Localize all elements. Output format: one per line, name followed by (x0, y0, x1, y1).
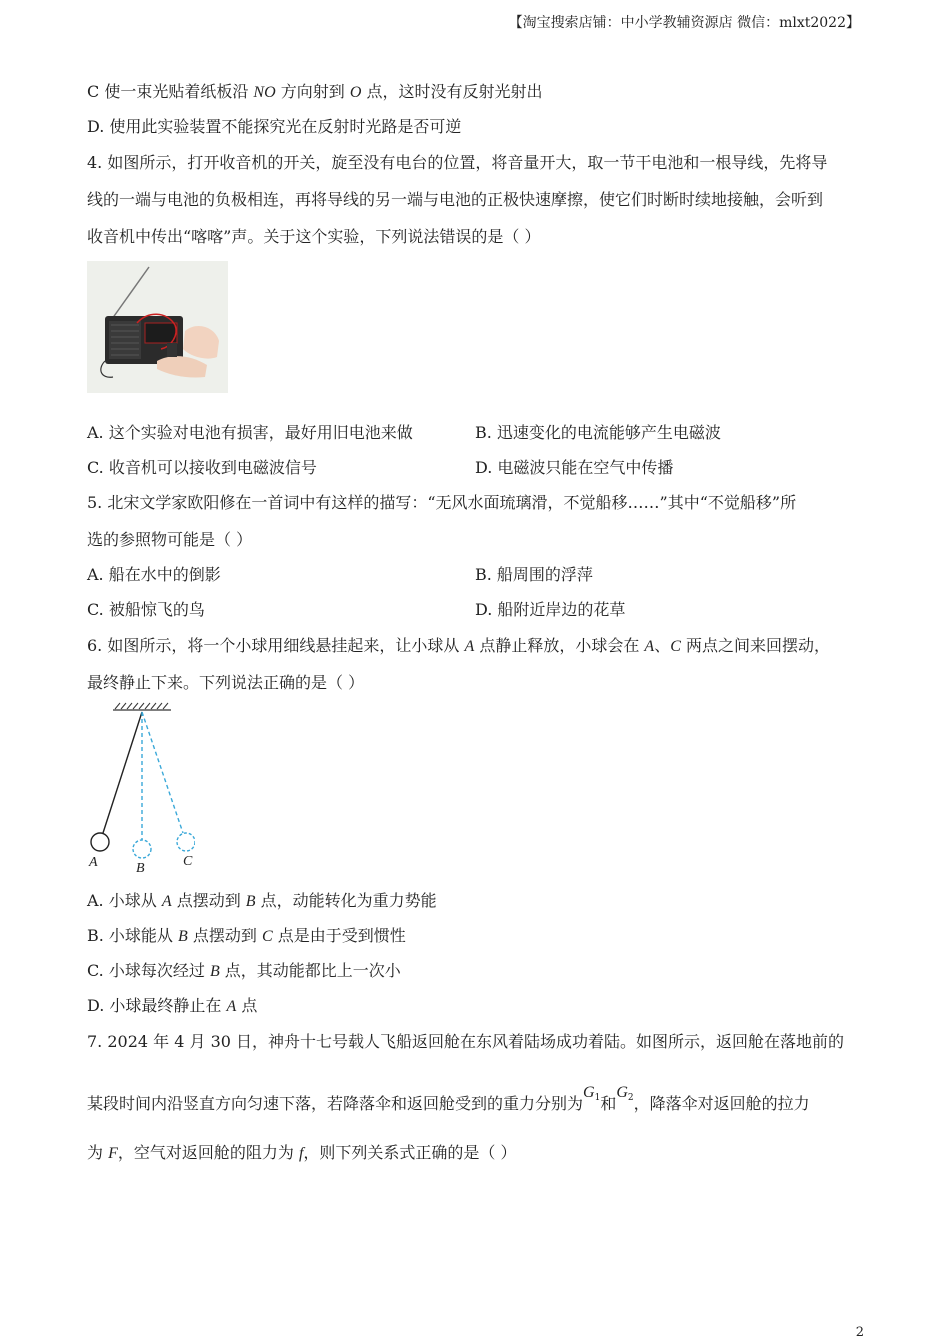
ball-a (91, 833, 109, 851)
q5-option-a: A. 船在水中的倒影 (87, 565, 221, 584)
radio-experiment-photo (87, 261, 228, 393)
string-c (142, 712, 183, 833)
q6-stem-line2: 最终静止下来。下列说法正确的是（ ） (87, 673, 365, 692)
q6-option-b: B. 小球能从 B 点摆动到 C 点是由于受到惯性 (87, 926, 406, 945)
q6-option-d: D. 小球最终静止在 A 点 (87, 996, 258, 1015)
q4-stem-line2: 线的一端与电池的负极相连，再将导线的另一端与电池的正极快速摩擦，使它们时断时续地接触，会听到 (87, 190, 824, 209)
ball-c (177, 833, 195, 851)
q4-stem-line3: 收音机中传出“喀喀”声。关于这个实验，下列说法错误的是（ ） (87, 227, 541, 246)
pendulum-diagram (85, 700, 195, 880)
q5-option-c: C. 被船惊飞的鸟 (87, 600, 205, 619)
q7-stem-line1: 7. 2024 年 4 月 30 日，神舟十七号载人飞船返回舱在东风着陆场成功着陆。如图所示，返回舱在落地前的 (87, 1032, 845, 1051)
page-header: 【淘宝搜索店铺：中小学教辅资源店 微信：mlxt2022】 (508, 15, 860, 31)
ceiling-hatch (115, 703, 168, 709)
q4-stem-line1: 4. 如图所示，打开收音机的开关，旋至没有电台的位置，将音量开大，取一节干电池和一根导线，先将导 (87, 153, 828, 172)
q7-stem-line3: 为 F，空气对返回舱的阻力为 f，则下列关系式正确的是（ ） (87, 1143, 517, 1162)
page-number: 2 (855, 1325, 864, 1340)
q5-stem-line1: 5. 北宋文学家欧阳修在一首词中有这样的描写：“无风水面琉璃滑，不觉船移……”其中“不觉船移”所 (87, 493, 797, 512)
ball-b (133, 840, 151, 858)
string-a (103, 712, 142, 833)
q4-option-b: B. 迅速变化的电流能够产生电磁波 (475, 423, 721, 442)
q5-stem-line2: 选的参照物可能是（ ） (87, 530, 253, 549)
q5-option-d: D. 船附近岸边的花草 (475, 600, 626, 619)
label-a: A (89, 855, 98, 870)
q3-option-c: C 使一束光贴着纸板沿 NO 方向射到 O 点，这时没有反射光射出 (87, 82, 543, 101)
label-c: C (183, 854, 193, 869)
q6-option-a: A. 小球从 A 点摆动到 B 点，动能转化为重力势能 (87, 891, 437, 910)
q3-option-d: D. 使用此实验装置不能探究光在反射时光路是否可逆 (87, 117, 462, 136)
q7-stem-line2: 某段时间内沿竖直方向匀速下落，若降落伞和返回舱受到的重力分别为$G_1$和$G_2$，降落伞对返回舱的拉力 (87, 1084, 810, 1113)
q6-stem-line1: 6. 如图所示，将一个小球用细线悬挂起来，让小球从 A 点静止释放，小球会在 A、C 两点之间来回摆动， (87, 636, 830, 655)
q4-option-a: A. 这个实验对电池有损害，最好用旧电池来做 (87, 423, 413, 442)
q5-option-b: B. 船周围的浮萍 (475, 565, 593, 584)
q4-option-d: D. 电磁波只能在空气中传播 (475, 458, 674, 477)
q6-option-c: C. 小球每次经过 B 点，其动能都比上一次小 (87, 961, 401, 980)
q4-option-c: C. 收音机可以接收到电磁波信号 (87, 458, 317, 477)
label-b: B (136, 861, 145, 876)
